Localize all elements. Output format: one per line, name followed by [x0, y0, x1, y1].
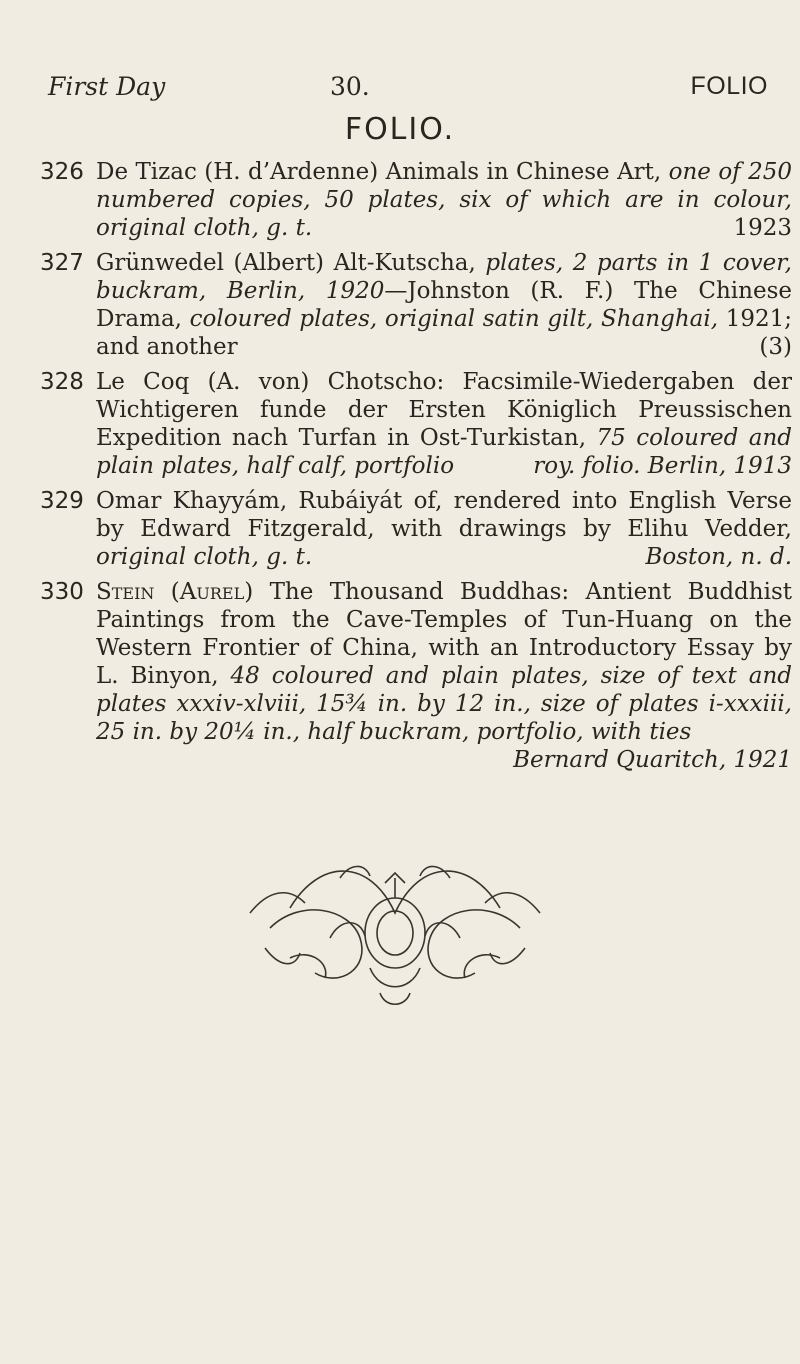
lot-description: 48 coloured and plain plates, size of text and plates xxxiv-xlviii, 15¾ in. by 12 in., size of plates i-xxxiii, 25 in. by 20¼ in., half buckram, portfolio, with ties: [96, 663, 792, 745]
lot-entry: [40, 578, 792, 774]
lot-title: Le Coq (A. von) Chotscho: Facsimile-Wiedergaben der Wichtigeren funde der Ersten Königlich Preussischen Expedition nach Turfan in Ost-Turkistan,: [96, 369, 792, 451]
running-head-left: First Day: [48, 72, 166, 101]
lot-imprint: roy. folio. Berlin, 1913: [533, 453, 792, 479]
running-head: [48, 72, 768, 108]
lot-description: 75 coloured and plain plates, half calf, portfolio: [96, 425, 792, 479]
page-number: 30.: [330, 72, 370, 101]
lot-title-second: —Johnston (R. F.) The Chinese Drama,: [96, 278, 792, 332]
lot-description: original cloth, g. t.: [96, 544, 313, 570]
lot-author: Stein (Aurel): [96, 579, 254, 605]
lot-title: De Tizac (H. d’Ardenne) Animals in Chinese Art,: [96, 159, 662, 185]
lot-title: Grünwedel (Albert) Alt-Kutscha,: [96, 250, 476, 276]
lot-number: 328: [40, 369, 84, 395]
running-head-right: FOLIO: [690, 72, 768, 100]
lot-number: 326: [40, 159, 84, 185]
section-heading: FOLIO.: [344, 112, 456, 147]
lot-imprint: 1923: [733, 215, 792, 241]
lot-list: [40, 158, 792, 781]
lot-number: 327: [40, 250, 84, 276]
lot-description: plates, 2 parts in 1 cover, buckram, Berlin, 1920: [96, 250, 792, 304]
lot-entry: [40, 249, 792, 361]
lot-entry: [40, 368, 792, 480]
lot-description: one of 250 numbered copies, 50 plates, six of which are in colour, original cloth, g. t.: [96, 159, 792, 241]
lot-description-second: coloured plates, original satin gilt, Shanghai,: [181, 306, 719, 332]
lot-entry: [40, 158, 792, 242]
lot-number: 329: [40, 488, 84, 514]
lot-title: The Thousand Buddhas: Antient Buddhist Paintings from the Cave-Temples of Tun-Huang on the Western Frontier of China, with an Introductory Essay by L. Binyon,: [96, 579, 792, 689]
lot-entry: [40, 487, 792, 571]
lot-quantity: (3): [759, 334, 792, 360]
lot-title: Omar Khayyám, Rubáiyát of, rendered into English Verse by Edward Fitzgerald, with drawings by Elihu Vedder,: [96, 488, 792, 542]
lot-number: 330: [40, 579, 84, 605]
lot-imprint: Boston, n. d.: [645, 544, 792, 570]
lot-imprint: Bernard Quaritch, 1921: [513, 747, 792, 773]
floral-scroll-ornament-icon: [230, 818, 560, 1028]
lot-additional: 1921; and another: [96, 306, 792, 360]
